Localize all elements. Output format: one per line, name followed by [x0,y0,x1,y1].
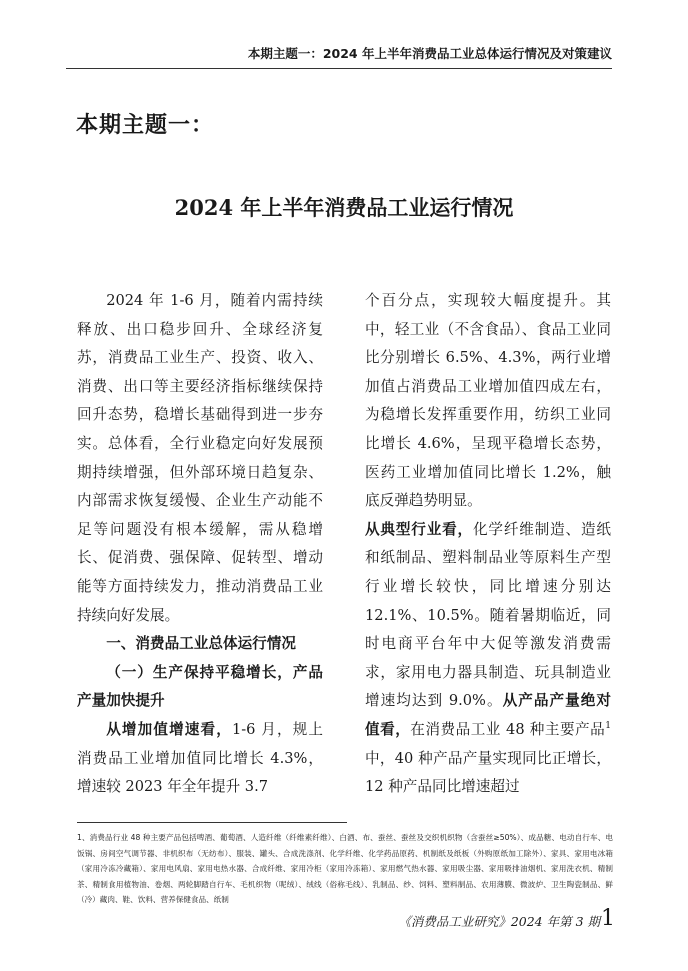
product-output-text-a: 在消费品工业 48 种主要产品 [410,720,606,738]
intro-paragraph: 2024 年 1-6 月，随着内需持续释放、出口稳步回升、全球经济复苏，消费品工业生产、投资、收入、消费、出口等主要经济指标继续保持回升态势，稳增长基础得到进一步夯实。总体看，全行业稳定向好发展预期持续增强，但外部环境日趋复杂、内部需求恢复缓慢、企业生产动能不足等问题没有根本缓解，需从稳增长、促消费、强保障、促转型、增动能等方面持续发力，推动消费品工业持续向好发展。 [77,292,323,624]
typical-industry-keyword: 从典型行业看， [365,520,473,538]
running-header: 本期主题一：2024 年上半年消费品工业总体运行情况及对策建议 [66,44,612,69]
footnote-divider [77,822,347,823]
footnote: 1、消费品行业 48 种主要产品包括啤酒、葡萄酒、人造纤维（纤维素纤维）、白酒、布、蚕丝、蚕丝及交织机织物（含蚕丝≥50%）、成品糖、电动自行车、电饭锅、房间空气调节器、非机织布（无纺布）、服装、罐头、合成洗涤剂、化学纤维、化学药品原药、机制纸及纸板（外购原纸加工除外）、家具、家用电冰箱（家用冷冻冷藏箱）、家用电风扇、家用电热水器、合成纤维、家用冷柜（家用冷冻箱）、家用燃气热水器、家用吸尘器、家用吸排油烟机、家用洗衣机、精制茶、精制食用植物油、卷烟、两轮脚踏自行车、毛机织物（呢绒）、绒线（俗称毛线）、乳制品、纱、饲料、塑料制品、农用薄膜、微波炉、卫生陶瓷制品、鲜（冷）藏肉、鞋、饮料、营养保健食品、纸制 [77,833,613,905]
page-number: 1 [601,906,615,931]
value-added-text: 1-6 月，规上消费品工业增加值同比增长 4.3%，增速较 2023 年全年提升 3.7 [77,720,323,796]
left-column [77,287,323,802]
typical-industry-text: 化学纤维制造、造纸和纸制品、塑料制品业等原料生产型行业增长较快，同比增速分别达 12.1%、10.5%。随着暑期临近，同时电商平台年中大促等激发消费需求，家用电力器具制造、玩具制造业增速均达到 9.0%。 [365,520,611,710]
section-heading: 一、消费品工业总体运行情况 [106,635,296,653]
topic-title: 本期主题一： [76,113,215,138]
typical-industry-paragraph [365,516,611,802]
footnote-marker[interactable]: 1 [605,721,611,732]
document-title: 2024 年上半年消费品工业运行情况 [174,195,514,220]
continuation-paragraph: 个百分点，实现较大幅度提升。其中，轻工业（不含食品）、食品工业同比分别增长 6.5%、4.3%，两行业增加值占消费品工业增加值四成左右，为稳增长发挥重要作用，纺织工业同比增长 4.6%，呈现平稳增长态势，医药工业增加值同比增长 1.2%，触底反弹趋势明显。 [365,292,611,510]
right-column [365,287,611,802]
subsection-heading: （一）生产保持平稳增长，产品产量加快提升 [77,663,323,710]
value-added-paragraph [77,716,323,802]
value-added-keyword: 从增加值增速看， [106,720,232,738]
journal-footer: 《消费品工业研究》2024 年第 3 期 [398,914,600,929]
product-output-keyword: 从产品产量绝对值看， [365,692,611,738]
product-output-text-b: 中，40 种产品产量实现同比正增长，12 种产品同比增速超过 [365,749,611,796]
